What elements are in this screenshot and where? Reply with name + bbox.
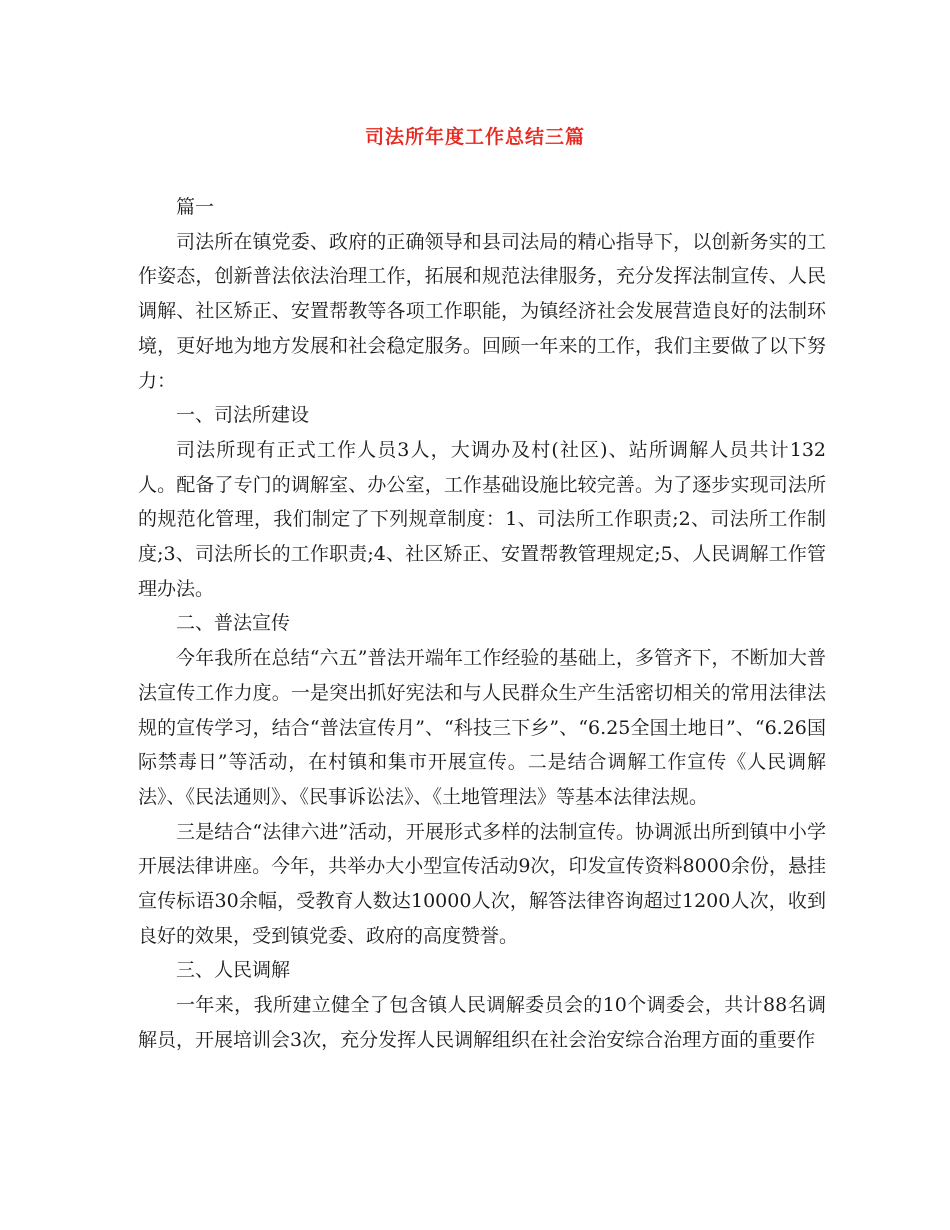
section-heading: 二、普法宣传 bbox=[176, 612, 291, 635]
body-paragraph: 三是结合“法律六进”活动，开展形式多样的法制宣传。协调派出所到镇中小学开展法律讲座。今年，共举办大小型宣传活动9次，印发宣传资料8000余份，悬挂宣传标语30余幅，受教育人数达10000人次，解答法律咨询超过1200人次，收到良好的效果，受到镇党委、政府的高度赞誉。 bbox=[138, 820, 826, 947]
body-paragraph: 司法所现有正式工作人员3人，大调办及村(社区)、站所调解人员共计132人。配备了专门的调解室、办公室，工作基础设施比较完善。为了逐步实现司法所的规范化管理，我们制定了下列规章制度：1、司法所工作职责;2、司法所工作制度;3、司法所长的工作职责;4、社区矫正、安置帮教管理规定;5、人民调解工作管理办法。 bbox=[138, 438, 826, 600]
document-title: 司法所年度工作总结三篇 bbox=[364, 126, 585, 148]
section-heading: 三、人民调解 bbox=[176, 959, 291, 982]
section-heading: 一、司法所建设 bbox=[176, 404, 310, 427]
section-heading: 篇一 bbox=[176, 196, 215, 218]
document-body bbox=[138, 190, 826, 1058]
body-paragraph: 今年我所在总结“六五”普法开端年工作经验的基础上，多管齐下，不断加大普法宣传工作力度。一是突出抓好宪法和与人民群众生产生活密切相关的常用法律法规的宣传学习，结合“普法宣传月”、“科技三下乡”、“6.25全国土地日”、“6.26国际禁毒日”等活动，在村镇和集市开展宣传。二是结合调解工作宣传《人民调解法》、《民法通则》、《民事诉讼法》、《土地管理法》等基本法律法规。 bbox=[138, 647, 826, 808]
body-paragraph: 司法所在镇党委、政府的正确领导和县司法局的精心指导下，以创新务实的工作姿态，创新普法依法治理工作，拓展和规范法律服务，充分发挥法制宣传、人民调解、社区矫正、安置帮教等各项工作职能，为镇经济社会发展营造良好的法制环境，更好地为地方发展和社会稳定服务。回顾一年来的工作，我们主要做了以下努力： bbox=[138, 230, 826, 392]
body-paragraph: 一年来，我所建立健全了包含镇人民调解委员会的10个调委会，共计88名调解员，开展培训会3次，充分发挥人民调解组织在社会治安综合治理方面的重要作 bbox=[138, 994, 826, 1051]
